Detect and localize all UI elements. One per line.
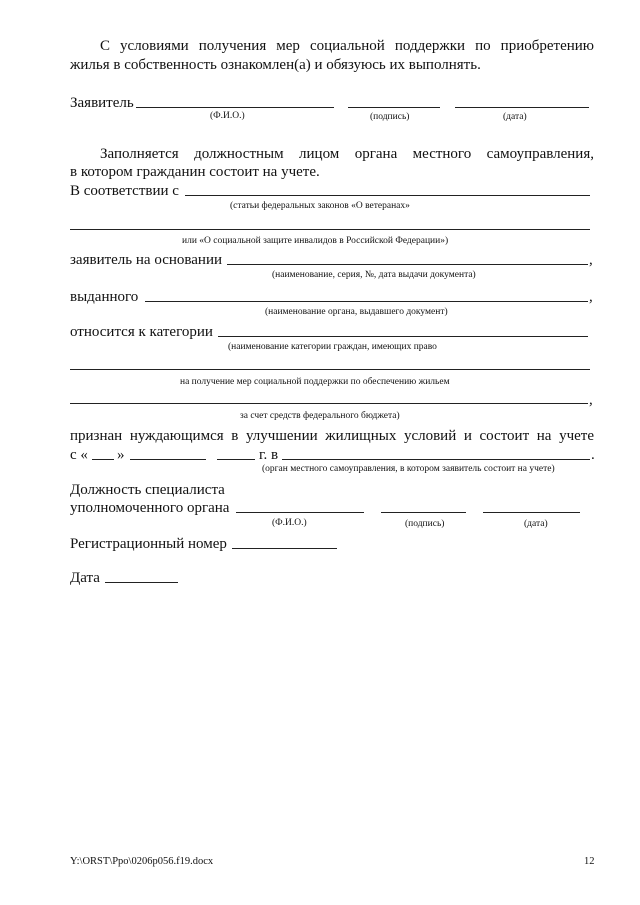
specialist-fio-field[interactable] [236, 512, 364, 513]
category-hint-3: за счет средств федерального бюджета) [240, 411, 400, 421]
specialist-line-1: Должность специалиста [70, 482, 225, 498]
basis-label: заявитель на основании [70, 252, 222, 268]
category-field-2[interactable] [70, 369, 590, 370]
specialist-sign-hint: (подпись) [405, 519, 445, 529]
recognized-hint: (орган местного самоуправления, в котором заявитель состоит на учете) [262, 464, 555, 474]
specialist-sign-field[interactable] [381, 512, 466, 513]
applicant-date-hint: (дата) [503, 112, 527, 122]
basis-field[interactable] [227, 264, 588, 265]
specialist-date-field[interactable] [483, 512, 580, 513]
applicant-date-field[interactable] [455, 107, 589, 108]
issued-comma: , [589, 289, 593, 305]
recognized-period: . [591, 447, 595, 463]
category-hint-2: на получение мер социальной поддержки по обеспечению жильем [180, 377, 450, 387]
basis-hint: (наименование, серия, №, дата выдачи документа) [272, 270, 476, 280]
footer-file-path: Y:\ORST\Ppo\0206p056.f19.docx [70, 856, 214, 867]
recognized-organ-field[interactable] [282, 459, 590, 460]
according-field[interactable] [185, 195, 590, 196]
category-label: относится к категории [70, 324, 213, 340]
applicant-fio-field[interactable] [136, 107, 334, 108]
recognized-year-in: г. в [259, 447, 279, 463]
day-field[interactable] [92, 459, 114, 460]
recognized-from: с « [70, 447, 88, 463]
applicant-fio-hint: (Ф.И.О.) [210, 111, 245, 121]
basis-comma: , [589, 252, 593, 268]
reg-number-field[interactable] [232, 548, 337, 549]
applicant-sign-hint: (подпись) [370, 112, 410, 122]
issued-hint: (наименование органа, выдавшего документ) [265, 307, 448, 317]
applicant-label: Заявитель [70, 95, 134, 111]
issued-label: выданного [70, 289, 139, 305]
intro-line-2: жилья в собственность ознакомлен(а) и обязуюсь их выполнять. [70, 57, 481, 73]
specialist-fio-hint: (Ф.И.О.) [272, 518, 307, 528]
category-field[interactable] [218, 336, 588, 337]
recognized-line-1: признан нуждающимся в улучшении жилищных условий и состоит на учете [70, 428, 594, 444]
reg-number-label: Регистрационный номер [70, 536, 227, 552]
specialist-line-2: уполномоченного органа [70, 500, 230, 516]
date-field[interactable] [105, 582, 178, 583]
category-comma: , [589, 392, 593, 408]
recognized-quote-close: » [117, 447, 125, 463]
official-note-line-1: Заполняется должностным лицом органа местного самоуправления, [100, 146, 594, 162]
category-hint-1: (наименование категории граждан, имеющих право [228, 342, 437, 352]
according-hint-2: или «О социальной защите инвалидов в Российской Федерации») [182, 236, 449, 246]
issued-field[interactable] [145, 301, 588, 302]
according-label: В соответствии с [70, 183, 179, 199]
intro-line-1: С условиями получения мер социальной поддержки по приобретению [100, 38, 594, 54]
category-field-3[interactable] [70, 403, 588, 404]
specialist-date-hint: (дата) [524, 519, 548, 529]
month-field[interactable] [130, 459, 206, 460]
official-note-line-2: в котором гражданин состоит на учете. [70, 164, 320, 180]
year-field[interactable] [217, 459, 255, 460]
footer-page-number: 12 [584, 856, 595, 867]
date-label: Дата [70, 570, 100, 586]
according-hint-1: (статьи федеральных законов «О ветеранах» [230, 201, 410, 211]
applicant-sign-field[interactable] [348, 107, 440, 108]
according-field-2[interactable] [70, 229, 590, 230]
